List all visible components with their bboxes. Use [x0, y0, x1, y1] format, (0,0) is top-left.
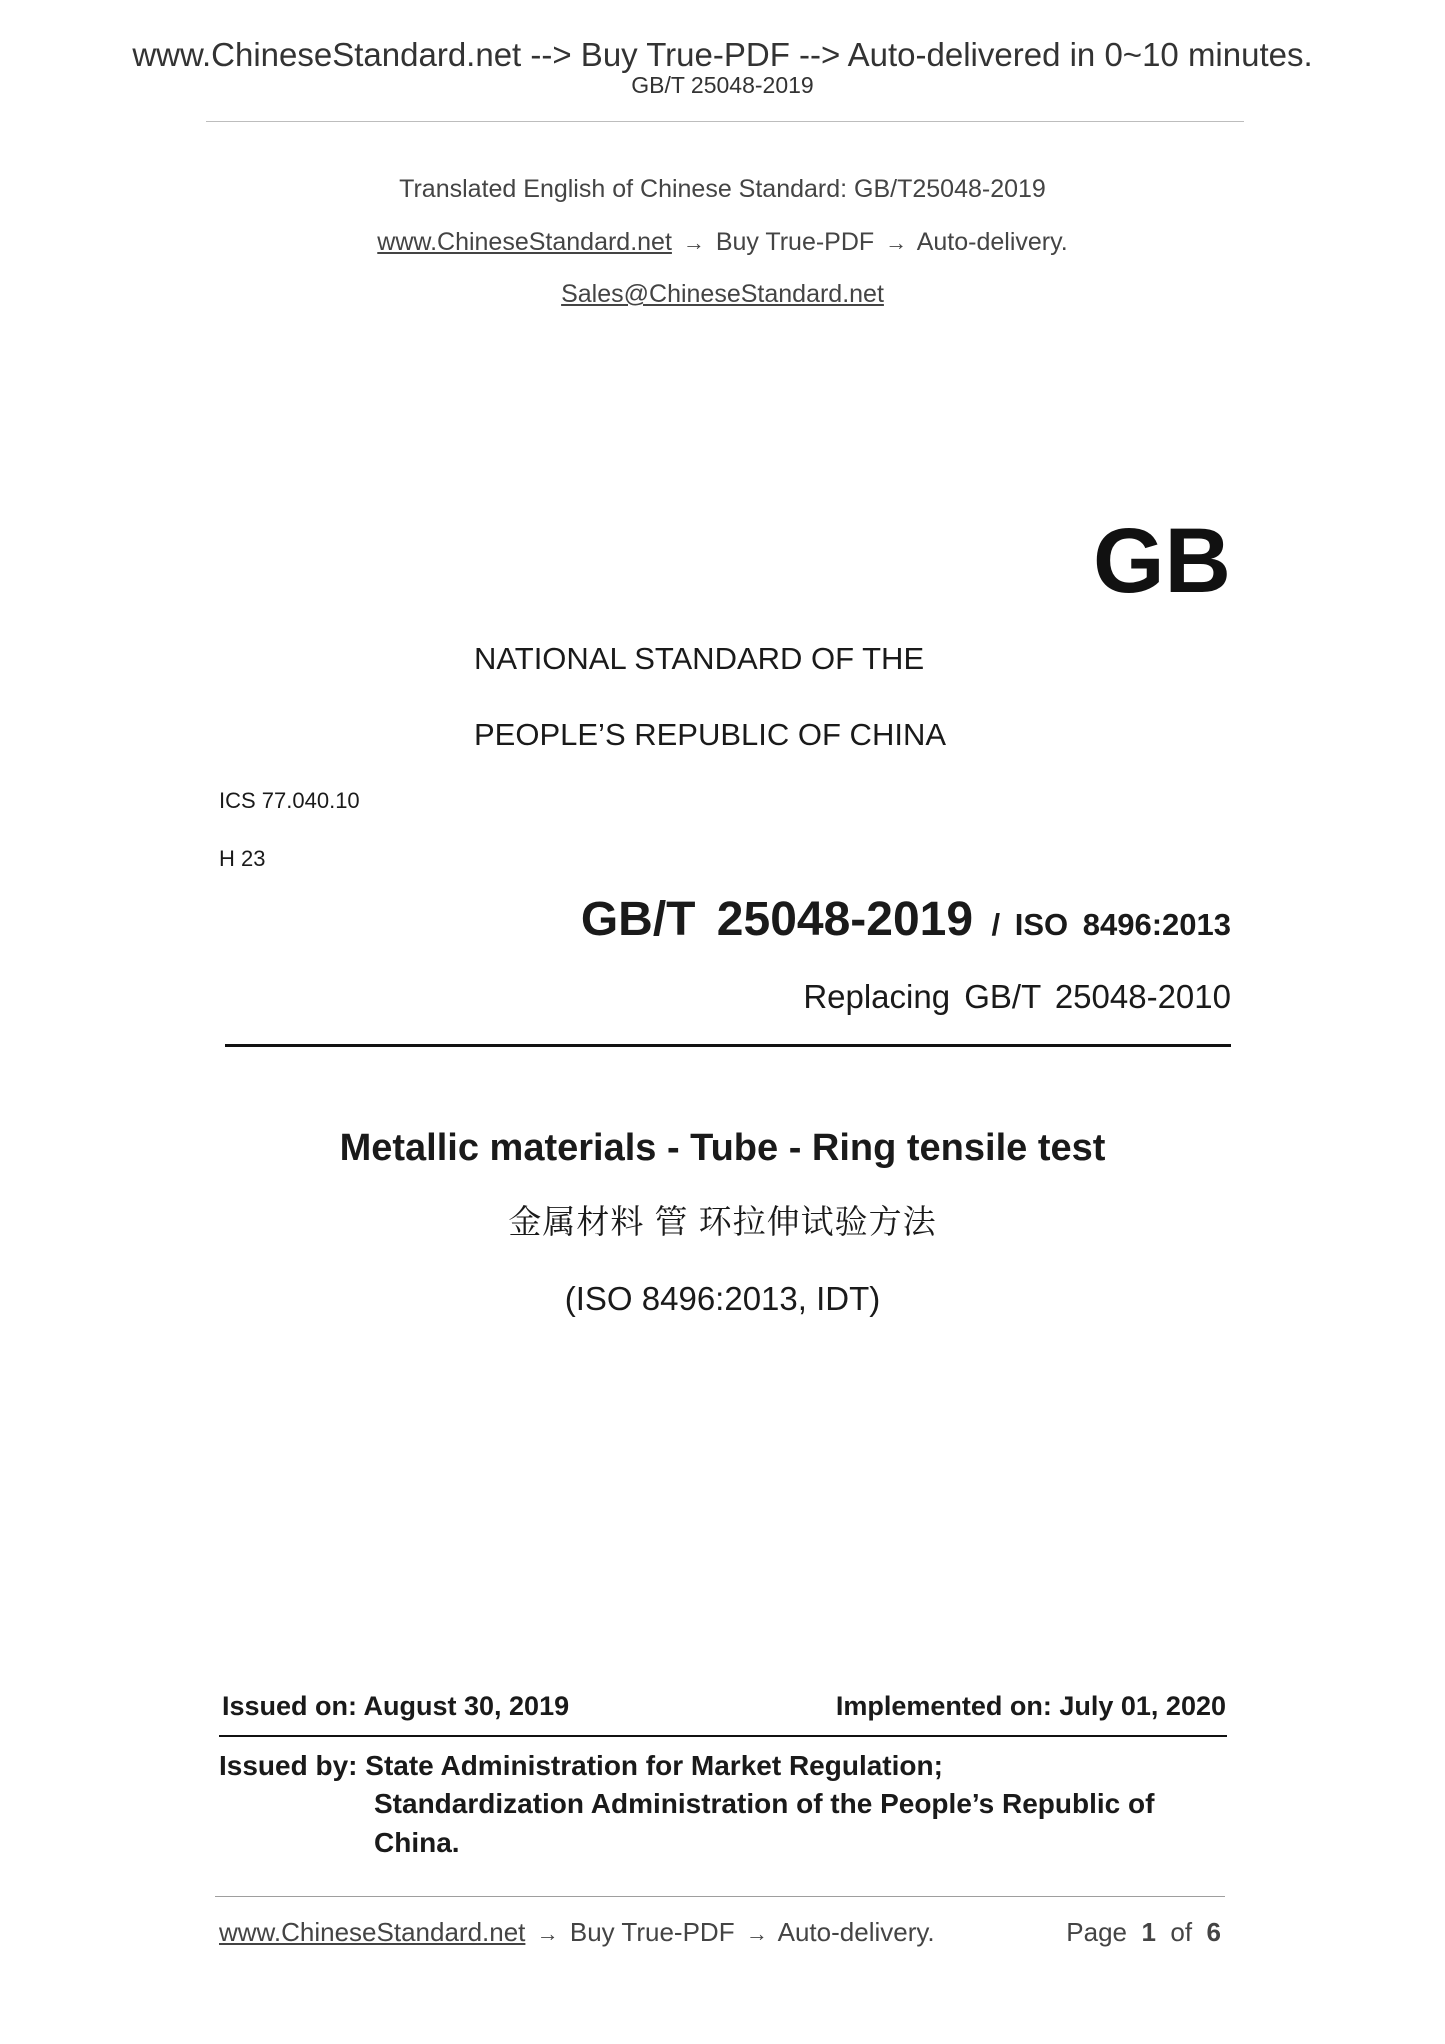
arrow-right-icon: → — [885, 230, 908, 255]
gb-mark: GB — [1093, 510, 1231, 612]
national-standard-line1: NATIONAL STANDARD OF THE — [474, 641, 925, 676]
page-indicator — [1066, 1919, 1221, 1945]
issue-dates-row — [222, 1693, 1226, 1720]
arrow-right-icon: → — [536, 1921, 559, 1946]
issued-by-line1: Issued by: State Administration for Market Regulation; — [219, 1750, 943, 1781]
page-current: 1 — [1141, 1917, 1156, 1947]
arrow-right-icon: → — [682, 230, 705, 255]
page-of: of — [1170, 1917, 1193, 1947]
arrow-right-icon: → — [745, 1921, 768, 1946]
title-divider — [225, 1044, 1231, 1047]
h-code: H 23 — [219, 846, 266, 871]
issued-by-line3: China. — [374, 1827, 460, 1858]
document-title-chinese: 金属材料 管 环拉伸试验方法 — [508, 1203, 937, 1240]
header-divider — [206, 121, 1244, 122]
issued-on: Issued on: August 30, 2019 — [222, 1691, 570, 1721]
footer-delivery-text: Auto-delivery. — [777, 1917, 935, 1947]
ics-code: ICS 77.040.10 — [219, 788, 360, 813]
replacing-text: Replacing GB/T 25048-2010 — [803, 978, 1231, 1015]
implemented-on: Implemented on: July 01, 2020 — [835, 1691, 1226, 1721]
document-title: Metallic materials - Tube - Ring tensile test — [339, 1127, 1106, 1169]
footer-site-link[interactable]: www.ChineseStandard.net — [219, 1917, 526, 1947]
issued-divider — [219, 1735, 1227, 1737]
translation-links — [0, 230, 1445, 255]
delivery-text: Auto-delivery. — [916, 228, 1068, 256]
header-standard-code: GB/T 25048-2019 — [631, 72, 814, 98]
email-link[interactable]: Sales@ChineseStandard.net — [561, 280, 884, 308]
footer-links — [219, 1919, 935, 1945]
site-link[interactable]: www.ChineseStandard.net — [377, 228, 672, 256]
idt-reference: (ISO 8496:2013, IDT) — [564, 1280, 881, 1317]
translation-line: Translated English of Chinese Standard: GB/T25048-2019 — [399, 175, 1046, 203]
standard-code: GB/T 25048-2019 — [580, 893, 974, 946]
national-standard-line2: PEOPLE’S REPUBLIC OF CHINA — [474, 717, 947, 752]
footer-divider — [215, 1896, 1225, 1897]
page-label: Page — [1066, 1917, 1128, 1947]
header-banner: www.ChineseStandard.net --> Buy True-PDF --> Auto-delivered in 0~10 minutes. — [132, 36, 1313, 73]
footer-buy-text: Buy True-PDF — [569, 1917, 735, 1947]
standard-code-row — [580, 893, 1231, 946]
buy-text: Buy True-PDF — [715, 228, 875, 256]
iso-reference: / ISO 8496:2013 — [991, 907, 1231, 942]
email-row — [0, 282, 1445, 307]
issued-by-line2: Standardization Administration of the People’s Republic of — [374, 1788, 1155, 1819]
page-total: 6 — [1206, 1917, 1221, 1947]
